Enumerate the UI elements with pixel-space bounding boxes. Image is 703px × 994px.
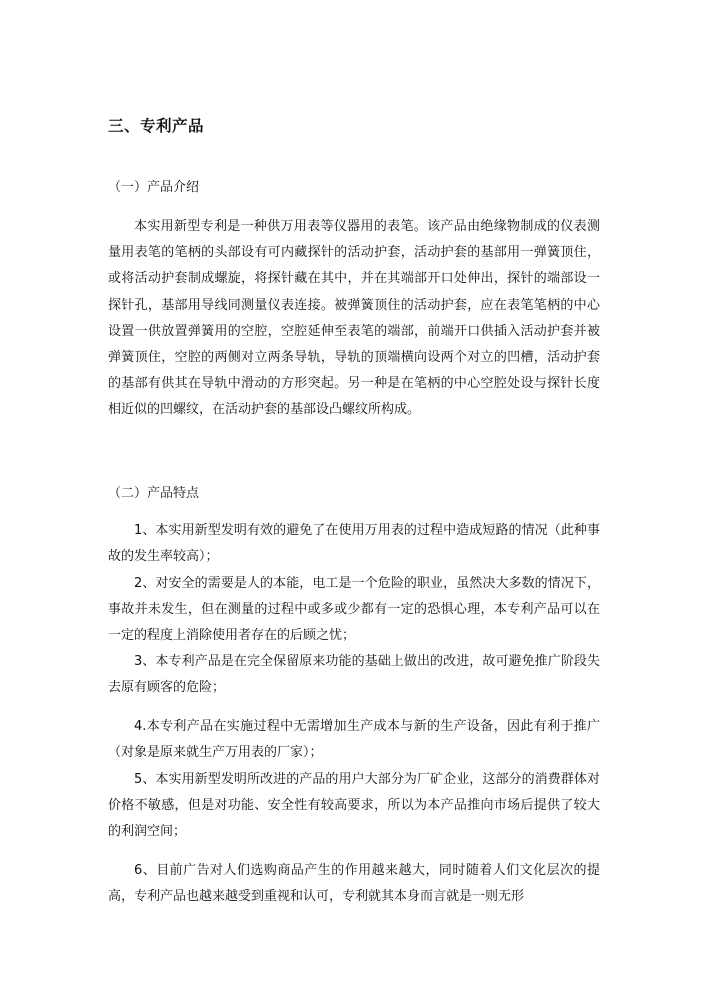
features-heading: （二）产品特点 [108,486,200,501]
intro-heading: （一）产品介绍 [108,180,200,195]
feature-item-1: 1、本实用新型发明有效的避免了在使用万用表的过程中造成短路的情况（此种事故的发生率较高）； [108,523,600,565]
section-title: 三、专利产品 [108,117,205,135]
intro-paragraph: 本实用新型专利是一种供万用表等仪器用的表笔。该产品由绝缘物制成的仪表测量用表笔的笔柄的头部设有可内藏探针的活动护套，活动护套的基部用一弹簧顶住，或将活动护套制成螺旋，将探针藏在其中，并在其端部开口处伸出，探针的端部设一探针孔，基部用导线同测量仪表连接。被弹簧顶住的活动护套，应在表笔笔柄的中心设置一供放置弹簧用的空腔，空腔延伸至表笔的端部，前端开口供插入活动护套并被弹簧顶住，空腔的两侧对立两条导轨，导轨的顶端横向设两个对立的凹槽，活动护套的基部有供其在导轨中滑动的方形突起。另一种是在笔柄的中心空腔处设与探针长度相近似的凹螺纹，在活动护套的基部设凸螺纹所构成。 [108,219,600,418]
feature-item-2: 2、对安全的需要是人的本能，电工是一个危险的职业，虽然决大多数的情况下，事故并未发生，但在测量的过程中或多或少都有一定的恐惧心理，本专利产品可以在一定的程度上消除使用者存在的后顾之忧； [108,575,600,643]
feature-item-5: 5、本实用新型发明所改进的产品的用户大部分为厂矿企业，这部分的消费群体对价格不敏感，但是对功能、安全性有较高要求，所以为本产品推向市场后提供了较大的利润空间； [108,771,600,839]
feature-item-3: 3、本专利产品是在完全保留原来功能的基础上做出的改进，故可避免推广阶段失去原有顾客的危险； [108,654,600,696]
feature-item-6: 6、目前广告对人们选购商品产生的作用越来越大，同时随着人们文化层次的提高，专利产品也越来越受到重视和认可，专利就其本身而言就是一则无形 [108,863,600,905]
feature-item-4: 4.本专利产品在实施过程中无需增加生产成本与新的生产设备，因此有利于推广（对象是原来就生产万用表的厂家）； [108,719,600,761]
